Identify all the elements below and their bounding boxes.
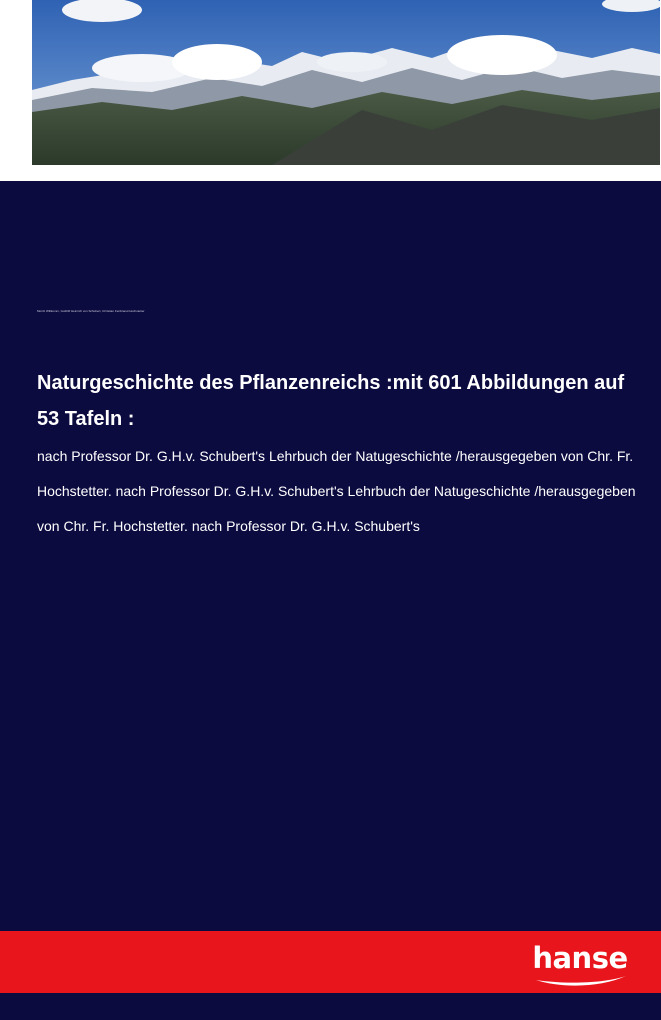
- bottom-band: [0, 993, 661, 1020]
- author-line: Moritz Willkomm, Gotthilf Heinrich von Schubert, Christian Ferdinand Hochstetter: [37, 309, 145, 313]
- cover-panel: [0, 181, 661, 931]
- book-subtitle: nach Professor Dr. G.H.v. Schubert's Lehrbuch der Natugeschichte /herausgegeben von Chr. Fr. Hochstetter. nach Professor Dr. G.H.v. Schubert's Lehrbuch der Natugeschichte /herausgegeben von Chr. Fr. Hochstetter. nach Professor Dr. G.H.v. Schubert's: [37, 448, 636, 534]
- cover-photo: [32, 0, 660, 165]
- book-title: Naturgeschichte des Pflanzenreichs :mit 601 Abbildungen auf 53 Tafeln :: [37, 372, 625, 430]
- hanse-logo: [530, 938, 630, 990]
- mountain-landscape-icon: [32, 0, 660, 165]
- hanse-logo-text: hanse: [532, 941, 628, 975]
